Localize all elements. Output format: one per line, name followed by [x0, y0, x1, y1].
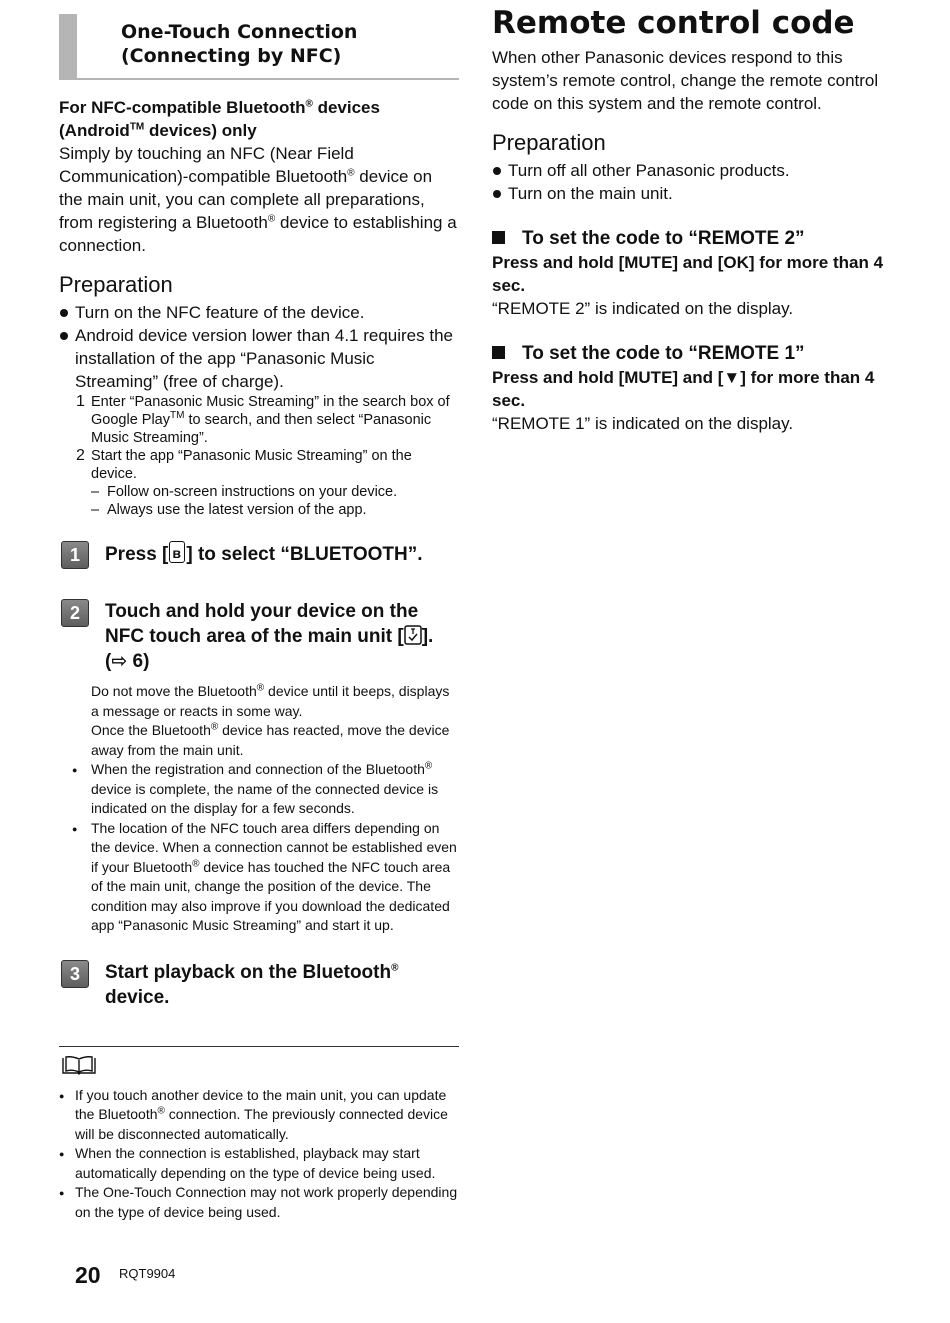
section-title: One-Touch Connection (Connecting by NFC)	[121, 21, 358, 67]
remote1-instruction: Press and hold [MUTE] and [▼] for more than 4 sec.	[492, 368, 875, 410]
tip-item: ● If you touch another device to the main unit, you can update the Bluetooth® connection. The previously connected device will be disconnected automatically.	[59, 1086, 459, 1145]
left-column	[59, 14, 459, 1222]
prep-numbered-item: 2 Start the app “Panasonic Music Streaming” on the device.	[76, 447, 412, 482]
section-header	[59, 14, 459, 80]
step2-bullet: ● The location of the NFC touch area differs depending on the device. When a connection cannot be established even if your Bluetooth® device has touched the NFC touch area of the main unit, change the position of the device. The condition may also improve if you download the dedicated app “Panasonic Music Streaming” and start it up.	[59, 819, 459, 936]
page-number: 20	[75, 1262, 101, 1288]
prep-bullet: Turn off all other Panasonic products.	[492, 159, 902, 182]
step-2: 2 Touch and hold your device on the NFC touch area of the main unit [ ]. (⇨ 6)	[59, 599, 459, 674]
prep-bullet: Turn on the main unit.	[492, 182, 902, 205]
square-bullet-icon	[492, 231, 505, 244]
prep-bullet: Android device version lower than 4.1 requires the installation of the app “Panasonic Music Streaming” (free of charge).	[59, 324, 459, 393]
remote2-result: “REMOTE 2” is indicated on the display.	[492, 299, 794, 318]
preparation-heading: Preparation	[59, 272, 173, 297]
remote2-instruction: Press and hold [MUTE] and [OK] for more than 4 sec.	[492, 253, 884, 295]
doc-code: RQT9904	[119, 1266, 176, 1281]
nfc-intro-text: Simply by touching an NFC (Near Field Communication)-compatible Bluetooth® device on the main unit, you can complete all preparations, from registering a Bluetooth® device to establishing a connection.	[59, 144, 457, 255]
step-number-badge: 1	[61, 541, 89, 569]
prep-numbered-item: 1 Enter “Panasonic Music Streaming” in the search box of Google Play™ to search, and then select “Panasonic Music Streaming”.	[76, 393, 450, 446]
page-footer	[75, 1262, 176, 1289]
step2-bullet: ● When the registration and connection of the Bluetooth® device is complete, the name of the connected device is indicated on the display for a few seconds.	[59, 760, 459, 819]
bluetooth-button-icon	[169, 541, 185, 563]
prep-dash-item: – Always use the latest version of the app.	[59, 501, 459, 519]
nfc-touch-icon	[404, 625, 422, 645]
tips-box	[59, 1046, 459, 1223]
nfc-intro-heading: For NFC-compatible Bluetooth® devices (Android™ devices) only	[59, 98, 380, 140]
preparation-heading: Preparation	[492, 130, 606, 155]
remote1-result: “REMOTE 1” is indicated on the display.	[492, 414, 794, 433]
page-title: Remote control code	[492, 5, 855, 41]
remote-intro: When other Panasonic devices respond to this system’s remote control, change the remote control code on this system and the remote control.	[492, 48, 879, 113]
prep-bullet: Turn on the NFC feature of the device.	[59, 301, 459, 324]
step2-note: Do not move the Bluetooth® device until it beeps, displays a message or reacts in some way.	[91, 682, 450, 719]
step-1: 1 Press [ʙ ] to select “BLUETOOTH”.	[59, 541, 459, 567]
step-3: 3 Start playback on the Bluetooth® device.	[59, 960, 459, 1010]
step-number-badge: 2	[61, 599, 89, 627]
section-header-bar	[59, 14, 77, 78]
prep-dash-item: – Follow on-screen instructions on your device.	[59, 483, 459, 501]
step2-note: Once the Bluetooth® device has reacted, move the device away from the main unit.	[91, 721, 450, 758]
right-column	[492, 4, 902, 435]
tip-item: ● The One-Touch Connection may not work properly depending on the type of device being used.	[59, 1183, 459, 1222]
step-number-badge: 3	[61, 960, 89, 988]
tip-item: ● When the connection is established, playback may start automatically depending on the type of device being used.	[59, 1144, 459, 1183]
remote2-heading: To set the code to “REMOTE 2”	[492, 227, 902, 251]
remote1-heading: To set the code to “REMOTE 1”	[492, 342, 902, 366]
square-bullet-icon	[492, 346, 505, 359]
book-icon	[61, 1055, 97, 1075]
